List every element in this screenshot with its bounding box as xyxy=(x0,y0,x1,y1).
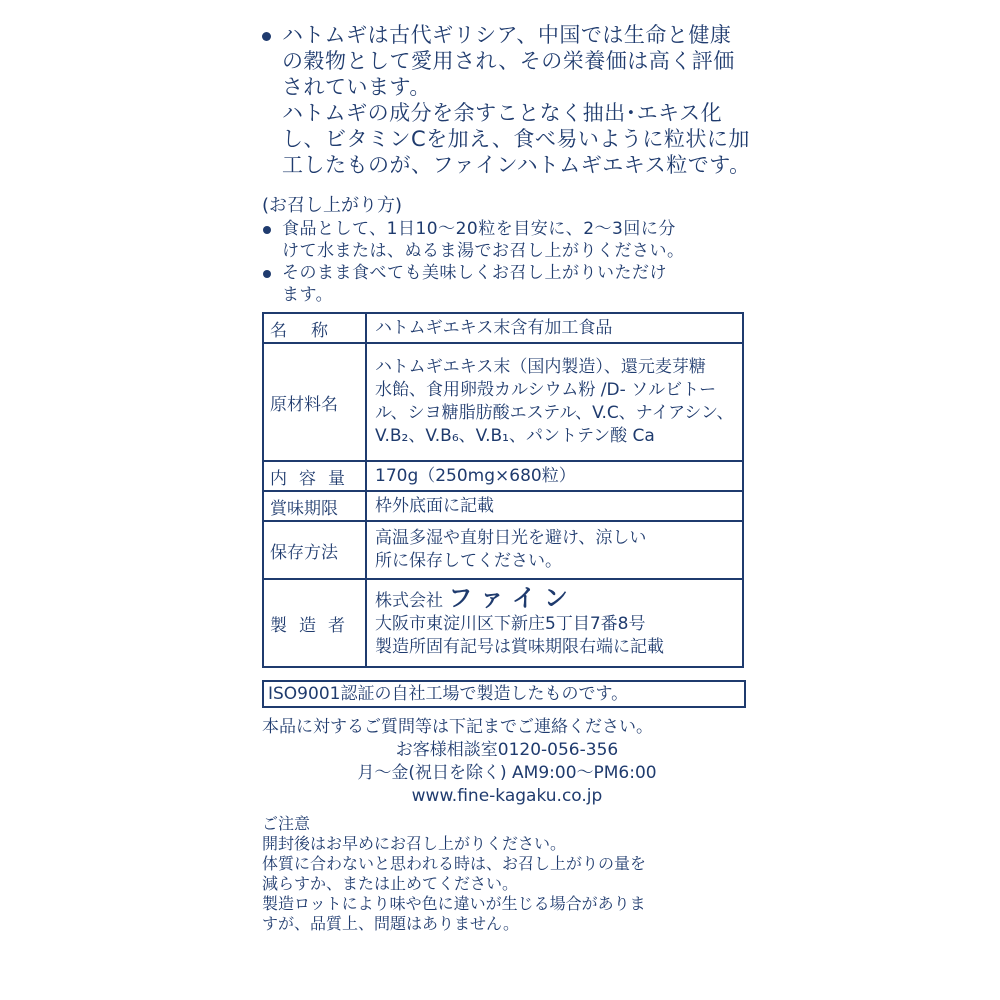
storage-value xyxy=(366,521,743,579)
table-row xyxy=(263,461,743,491)
storage-key: 保存方法 xyxy=(263,521,366,579)
description-line: されています。 xyxy=(282,75,431,99)
caution-line: 製造ロットにより味や色に違いが生じる場合がありま xyxy=(262,894,646,913)
content-key: 内容量 xyxy=(263,461,366,491)
caution-notes xyxy=(262,814,752,934)
description-line: の穀物として愛用され、その栄養価は高く評価 xyxy=(282,49,735,73)
expiry-value: 枠外底面に記載 xyxy=(366,491,743,521)
contact-block xyxy=(262,716,752,808)
name-value: ハトムギエキス末含有加工食品 xyxy=(366,313,743,343)
contact-intro: 本品に対するご質問等は下記までご連絡ください。 xyxy=(262,717,653,737)
company-prefix: 株式会社 xyxy=(375,591,443,611)
ingredients-key: 原材料名 xyxy=(263,343,366,461)
howto-line: そのまま食べても美味しくお召し上がりいただけ xyxy=(282,263,667,283)
ingredients-line: ハトムギエキス末（国内製造）、還元麦芽糖 xyxy=(375,357,706,377)
storage-line: 所に保存してください。 xyxy=(375,551,562,571)
bullet-dot-icon xyxy=(262,32,271,41)
description-line: ハトムギは古代ギリシア、中国では生命と健康 xyxy=(282,23,732,47)
company-name: ファイン xyxy=(448,584,576,612)
maker-address: 大阪市東淀川区下新庄5丁目7番8号 xyxy=(375,614,646,634)
name-key: 名称 xyxy=(263,313,366,343)
table-row xyxy=(263,343,743,461)
content-value: 170g（250mg×680粒） xyxy=(366,461,743,491)
ingredients-line: V.B₂、V.B₆、V.B₁、パントテン酸 Ca xyxy=(375,426,655,446)
ingredients-value xyxy=(366,343,743,461)
howto-bullet-2 xyxy=(262,262,752,306)
howto-title: (お召し上がり方) xyxy=(262,195,403,216)
table-row xyxy=(263,521,743,579)
iso-notice: ISO9001認証の自社工場で製造したものです。 xyxy=(262,680,746,708)
description-line: し、ビタミンCを加え、食べ易いように粒状に加 xyxy=(282,127,750,151)
caution-line: 減らすか、または止めてください。 xyxy=(262,874,519,893)
label-panel xyxy=(262,22,752,934)
storage-line: 高温多湿や直射日光を避け、涼しい xyxy=(375,528,647,548)
maker-company xyxy=(375,584,742,613)
caution-title: ご注意 xyxy=(262,814,311,833)
maker-value xyxy=(366,579,743,667)
table-row xyxy=(263,313,743,343)
table-row xyxy=(263,491,743,521)
table-row xyxy=(263,579,743,667)
description-paragraph xyxy=(262,22,752,178)
howto-bullet-1 xyxy=(262,218,752,262)
howto-line: ます。 xyxy=(282,285,334,305)
maker-note: 製造所固有記号は賞味期限右端に記載 xyxy=(375,637,664,657)
howto-line: 食品として、1日10〜20粒を目安に、2〜3回に分 xyxy=(282,219,676,239)
caution-line: 体質に合わないと思われる時は、お召し上がりの量を xyxy=(262,854,647,873)
bullet-dot-icon xyxy=(263,226,271,234)
contact-hours: 月〜金(祝日を除く) AM9:00〜PM6:00 xyxy=(357,763,657,783)
caution-line: 開封後はお早めにお召し上がりください。 xyxy=(262,834,567,853)
maker-key: 製造者 xyxy=(263,579,366,667)
contact-url: www.fine-kagaku.co.jp xyxy=(411,786,603,806)
expiry-key: 賞味期限 xyxy=(263,491,366,521)
ingredients-line: 水飴、食用卵殻カルシウム粉 /D- ソルビトー xyxy=(375,380,717,400)
caution-line: すが、品質上、問題はありません。 xyxy=(262,914,519,933)
description-line: 工したものが、ファインハトムギエキス粒です。 xyxy=(282,153,751,177)
product-info-table xyxy=(262,312,744,668)
bullet-dot-icon xyxy=(263,270,271,278)
ingredients-line: ル、シヨ糖脂肪酸エステル、V.C、ナイアシン、 xyxy=(375,403,734,423)
contact-phone: お客様相談室0120-056-356 xyxy=(395,740,619,760)
description-line: ハトムギの成分を余すことなく抽出･エキス化 xyxy=(282,101,723,125)
howto-line: けて水または、ぬるま湯でお召し上がりください。 xyxy=(282,241,685,261)
